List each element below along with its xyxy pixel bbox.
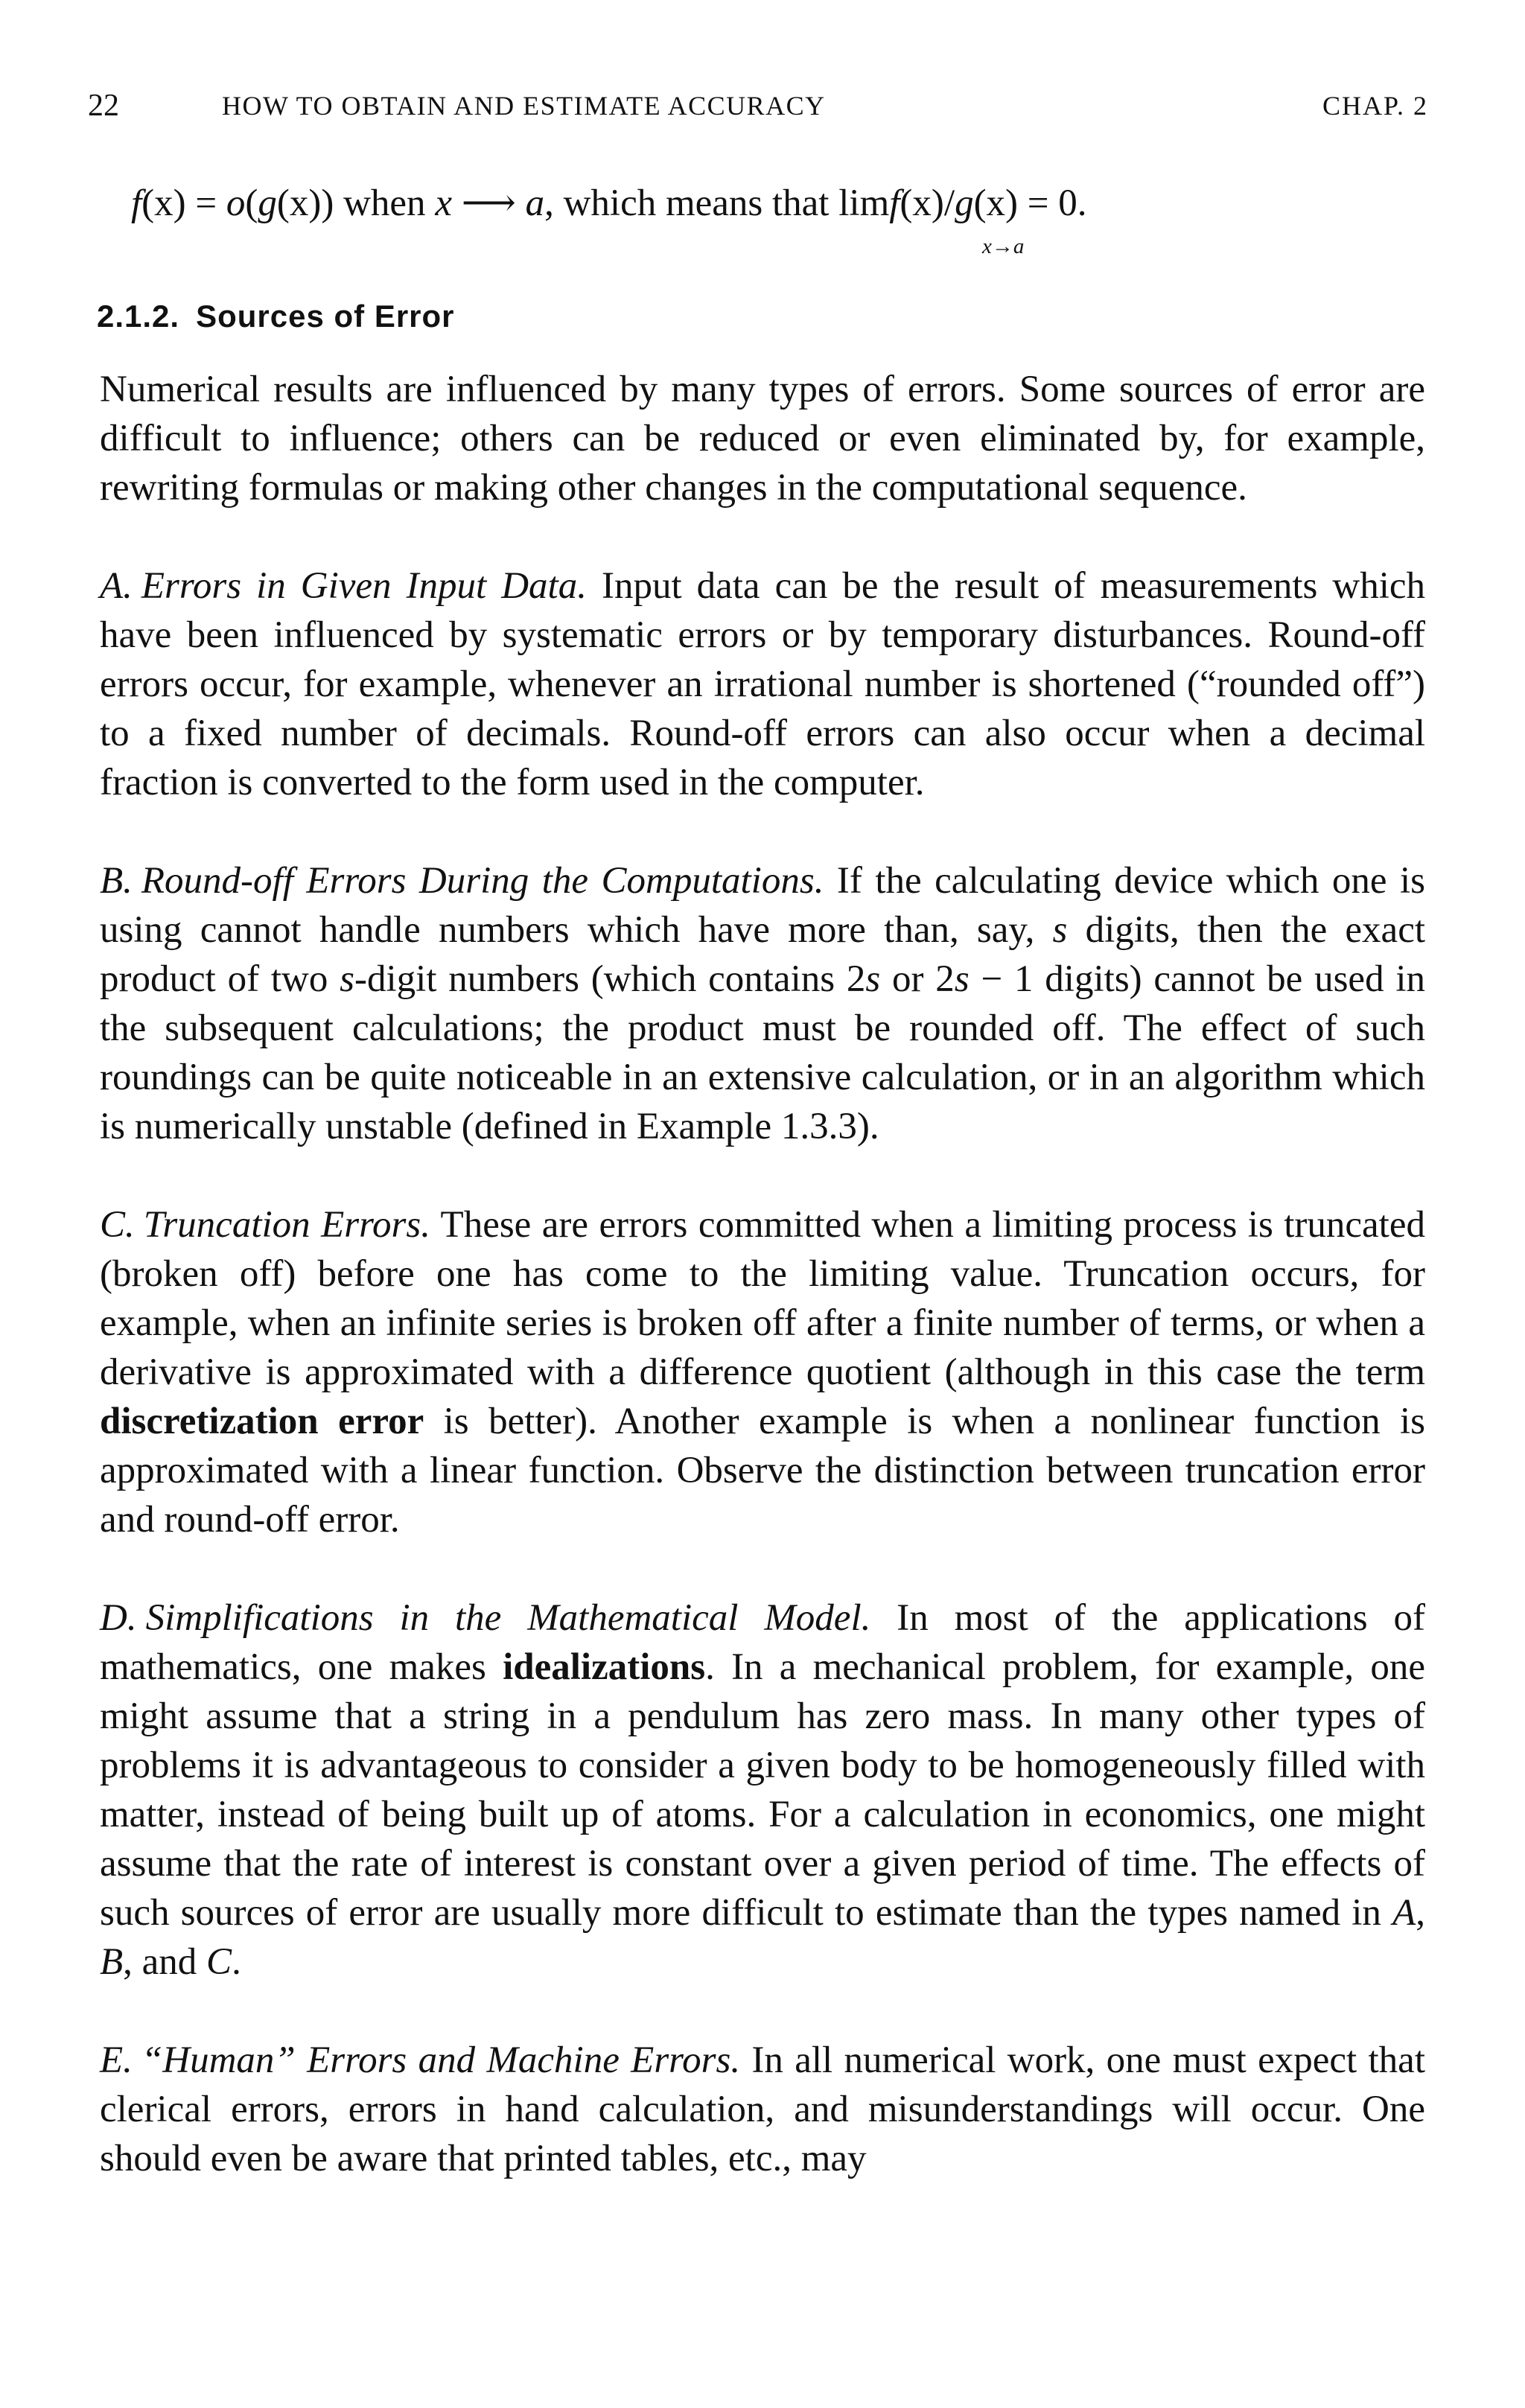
formula-f-arg: (x) [141, 182, 186, 224]
item-b-paragraph [100, 856, 1425, 1151]
formula-o: o [226, 182, 246, 224]
section-heading [97, 294, 455, 339]
formula-a: a [525, 182, 545, 224]
item-c-heading: Truncation Errors. [143, 1204, 431, 1246]
item-d-heading: Simplifications in the Mathematical Model. [145, 1597, 871, 1639]
item-d-ref-b: B [100, 1941, 124, 1983]
section-title: Sources of Error [196, 299, 455, 334]
item-d-sep-1: , [1416, 1892, 1426, 1934]
formula-f2-arg: (x)/ [900, 182, 955, 224]
item-b-s-3: s [865, 958, 881, 1000]
formula-when: when [334, 182, 436, 224]
running-title: HOW TO OBTAIN AND ESTIMATE ACCURACY [222, 91, 826, 121]
section-number: 2.1.2. [97, 299, 180, 334]
item-d-sep-2: , and [123, 1941, 197, 1983]
item-b-text-1: If the calculating device which one is using cannot handle numbers which have more than, say, [100, 860, 1425, 951]
intro-paragraph: Numerical results are influenced by many types of errors. Some sources of error are difficult to influence; others can be reduced or even eliminated by, for example, rewriting formulas or making other changes in the computational sequence. [100, 369, 1425, 509]
item-a-letter: A. [100, 565, 133, 607]
item-a-text: Input data can be the result of measurements which have been influenced by systematic errors or by temporary disturbances. Round-off errors occur, for example, whenever an irrational number is shortened (“rounded off”) to a fixed number of decimals. Round-off errors can also occur when a decimal fraction is converted to the form used in the computer. [100, 565, 1426, 803]
body-text [100, 365, 1425, 2183]
item-d-title [100, 1597, 870, 1639]
item-a-heading: Errors in Given Input Data. [141, 565, 587, 607]
formula-which-means: , which means that lim [544, 182, 890, 224]
item-e-paragraph [100, 2036, 1425, 2183]
item-b-s-1: s [1052, 909, 1068, 951]
item-b-heading: Round-off Errors During the Computations. [141, 860, 824, 902]
item-b-s-2: s [340, 958, 355, 1000]
formula-f2: f [889, 182, 900, 224]
formula-f: f [131, 182, 142, 224]
chapter-label: CHAP. 2 [1322, 91, 1428, 121]
formula-x: x [435, 182, 452, 224]
item-d-text-1: In most of the applications of mathematics, one makes [100, 1597, 1425, 1688]
item-c-text-1: These are errors committed when a limiting process is truncated (broken off) before one has come to the limiting value. Truncation occurs, for example, when an infinite series is broken off after a finite number of terms, or when a derivative is approximated with a difference quotient (although in this case the term [100, 1204, 1425, 1393]
item-d-paragraph [100, 1593, 1425, 1987]
item-a-title [100, 565, 587, 607]
formula-o-open: ( [245, 182, 258, 224]
item-b-text-5: − 1 digits) cannot be used in the subsequent calculations; the product must be rounded off. The effect of such roundings can be quite noticeable in an extensive calculation, or in an algorithm which is numerically unstable (defined in Example 1.3.3). [100, 958, 1426, 1147]
formula-arrow: ⟶ [451, 182, 526, 224]
item-b-text-4: or 2 [892, 958, 955, 1000]
limit-subscript: x→a [982, 235, 1025, 258]
item-b-text-2: digits, then the exact product of two [100, 909, 1425, 1000]
item-e-letter: E. [100, 2039, 133, 2081]
item-d-letter: D. [100, 1597, 137, 1639]
running-header [88, 83, 1428, 128]
item-b-letter: B. [100, 860, 133, 902]
item-c-letter: C. [100, 1204, 135, 1246]
item-c-term: discretization error [100, 1401, 424, 1442]
formula-result: = 0. [1018, 182, 1087, 224]
formula-g2-arg: (x) [973, 182, 1019, 224]
item-d-term: idealizations [503, 1646, 706, 1688]
item-c-title [100, 1204, 430, 1246]
item-b-title [100, 860, 824, 902]
little-o-definition-formula [131, 177, 1397, 289]
item-b-text-3: -digit numbers (which contains 2 [354, 958, 866, 1000]
formula-g: g [258, 182, 277, 224]
item-b-s-4: s [954, 958, 970, 1000]
formula-g-arg: (x) [276, 182, 322, 224]
item-c-paragraph [100, 1200, 1425, 1544]
item-a-paragraph [100, 561, 1425, 807]
item-d-ref-c: C [206, 1941, 232, 1983]
item-d-end: . [232, 1941, 241, 1983]
item-c-text-2: is better). Another example is when a nonlinear function is approximated with a linear function. Observe the distinction between truncation error and round-off error. [100, 1401, 1425, 1541]
formula-o-close: ) [321, 182, 334, 224]
formula-expression [131, 177, 1087, 229]
page-number: 22 [88, 89, 119, 123]
item-e-heading: “Human” Errors and Machine Errors. [141, 2039, 741, 2081]
item-e-title [100, 2039, 740, 2081]
formula-equals: = [185, 182, 226, 224]
formula-g2: g [955, 182, 974, 224]
item-d-text-2: . In a mechanical problem, for example, one might assume that a string in a pendulum has zero mass. In many other types of problems it is advantageous to consider a given body to be homogeneously filled with matter, instead of being built up of atoms. For a calculation in economics, one might assume that the rate of interest is constant over a given period of time. The effects of such sources of error are usually more difficult to estimate than the types named in [100, 1646, 1425, 1934]
item-e-text: In all numerical work, one must expect that clerical errors, errors in hand calculation, and misunderstandings will occur. One should even be aware that printed tables, etc., may [100, 2039, 1425, 2179]
item-d-ref-a: A [1392, 1892, 1416, 1934]
